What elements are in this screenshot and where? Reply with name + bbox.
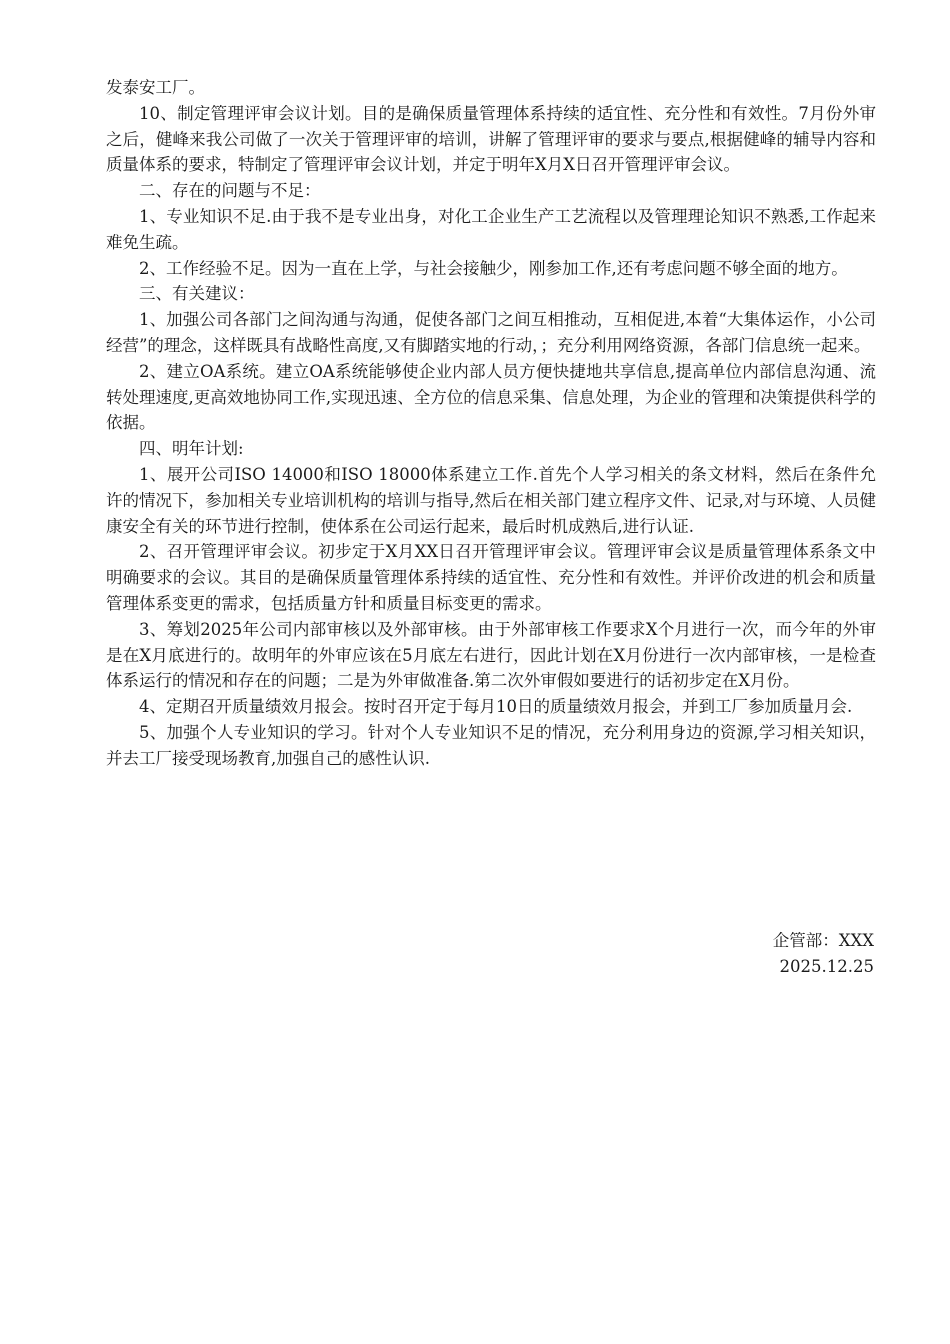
paragraph-problem-2: 2、工作经验不足。因为一直在上学，与社会接触少，刚参加工作,还有考虑问题不够全面的地方。 bbox=[139, 258, 848, 278]
paragraph-item-10: 10、制定管理评审会议计划。目的是确保质量管理体系持续的适宜性、充分性和有效性。7月份外审之后，健峰来我公司做了一次关于管理评审的培训，讲解了管理评审的要求与要点,根据健峰的辅导内容和质量体系的要求，特制定了管理评审会议计划，并定于明年X月X日召开管理评审会议。 bbox=[106, 103, 876, 175]
paragraph-suggestion-2: 2、建立OA系统。建立OA系统能够使企业内部人员方便快捷地共享信息,提高单位内部信息沟通、流转处理速度,更高效地协同工作,实现迅速、全方位的信息采集、信息处理，为企业的管理和决策提供科学的依据。 bbox=[106, 361, 876, 433]
paragraph-plan-4: 4、定期召开质量绩效月报会。按时召开定于每月10日的质量绩效月报会，并到工厂参加质量月会. bbox=[139, 697, 853, 717]
paragraph-plan-1: 1、展开公司ISO 14000和ISO 18000体系建立工作.首先个人学习相关的条文材料，然后在条件允许的情况下，参加相关专业培训机构的培训与指导,然后在相关部门建立程序文件、记录,对与环境、人员健康安全有关的环节进行控制，使体系在公司运行起来，最后时机成熟后,进行认证. bbox=[106, 464, 876, 536]
signature-department: 企管部：XXX bbox=[772, 931, 874, 950]
paragraph-plan-2: 2、召开管理评审会议。初步定于X月XX日召开管理评审会议。管理评审会议是质量管理体系条文中明确要求的会议。其目的是确保质量管理体系持续的适宜性、充分性和有效性。并评价改进的机会和质量管理体系变更的需求，包括质量方针和质量目标变更的需求。 bbox=[106, 542, 876, 613]
document-body bbox=[106, 75, 876, 772]
paragraph-suggestion-1: 1、加强公司各部门之间沟通与沟通，促使各部门之间互相推动，互相促进,本着“大集体运作，小公司经营”的理念，这样既具有战略性高度,又有脚踏实地的行动，；充分利用网络资源，各部门信息统一起来。 bbox=[106, 310, 876, 355]
section-heading-suggestions: 三、有关建议： bbox=[139, 284, 255, 304]
signature-block bbox=[773, 928, 874, 980]
section-heading-plan: 四、明年计划: bbox=[139, 439, 244, 459]
paragraph-problem-1: 1、专业知识不足.由于我不是专业出身，对化工企业生产工艺流程以及管理理论知识不熟悉,工作起来难免生疏。 bbox=[106, 206, 876, 252]
paragraph-continuation: 发泰安工厂。 bbox=[106, 78, 205, 97]
section-heading-problems: 二、存在的问题与不足： bbox=[139, 181, 321, 201]
paragraph-plan-5: 5、加强个人专业知识的学习。针对个人专业知识不足的情况，充分利用身边的资源,学习相关知识，并去工厂接受现场教育,加强自己的感性认识. bbox=[106, 722, 876, 768]
paragraph-plan-3: 3、筹划2025年公司内部审核以及外部审核。由于外部审核工作要求X个月进行一次，而今年的外审是在X月底进行的。故明年的外审应该在5月底左右进行，因此计划在X月份进行一次内部审核，一是检查体系运行的情况和存在的问题；二是为外审做准备.第二次外审假如要进行的话初步定在X月份。 bbox=[106, 619, 876, 691]
signature-date: 2025.12.25 bbox=[779, 956, 874, 976]
